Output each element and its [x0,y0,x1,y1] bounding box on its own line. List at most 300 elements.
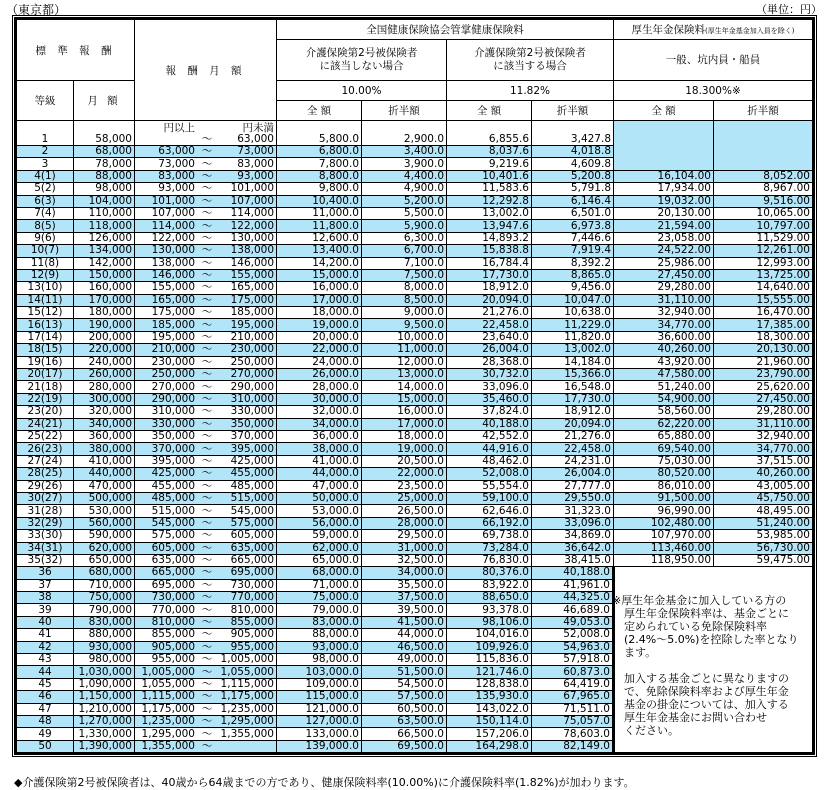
care-half-cell: 78,603.0 [532,728,614,740]
range-from: 107,000 [151,207,195,220]
care-full-cell: 52,008.0 [447,468,532,480]
range-from-label: 円以上 [163,122,195,134]
table-row [16,294,814,306]
range-from: 695,000 [151,579,195,591]
range-cell [135,418,277,430]
range-tilde: ～ [201,281,213,294]
range-cell [135,232,277,244]
pension-half-cell: 51,240.00 [714,517,814,529]
monthly-amount-cell: 500,000 [74,492,135,504]
range-to: 210,000 [230,331,274,344]
health-full-cell: 53,000.0 [277,505,362,517]
health-half-cell: 22,000.0 [362,468,447,480]
range-from: 665,000 [151,566,195,579]
grade-cell: 34(31) [16,542,74,554]
health-half-cell: 5,900.0 [362,220,447,232]
range-cell [135,579,277,591]
pension-full-cell: 96,990.00 [614,505,714,517]
monthly-amount-cell: 530,000 [74,505,135,517]
health-half-cell: 9,500.0 [362,319,447,331]
care-half-cell: 7,446.6 [532,232,614,244]
health-half-cell: 54,500.0 [362,678,447,690]
care-full-cell: 143,022.0 [447,703,532,715]
care-full-cell: 33,096.0 [447,381,532,393]
health-full-cell: 109,000.0 [277,678,362,690]
range-to: 350,000 [230,418,274,430]
health-half-cell: 5,500.0 [362,207,447,219]
health-full-cell: 34,000.0 [277,418,362,430]
range-from: 230,000 [151,356,195,368]
range-to-label: 円未満 [242,122,274,134]
range-cell [135,691,277,703]
range-cell [135,542,277,554]
care-half-cell: 46,689.0 [532,604,614,616]
range-tilde: ～ [201,653,213,666]
pension-full-cell: 34,770.00 [614,319,714,331]
range-from: 575,000 [151,529,195,542]
health-half-cell: 2,900.0 [362,121,447,146]
health-half-cell: 6,700.0 [362,245,447,257]
range-from: 310,000 [151,405,195,418]
care-full-cell: 69,738.0 [447,530,532,542]
range-to: 395,000 [230,442,274,455]
health-full-cell: 127,000.0 [277,715,362,727]
care-insurance-footnote: ◆介護保険第2号被保険者は、40歳から64歳までの方であり、健康保険料率(10.00%)に介護保険料率(1.82%)が加わります。 [14,776,635,789]
care-full-cell: 98,106.0 [447,616,532,628]
care-half-cell: 49,053.0 [532,616,614,628]
grade-cell: 30(27) [16,492,74,504]
range-tilde: ～ [201,318,213,331]
care-full-cell: 20,094.0 [447,294,532,306]
pension-half-cell: 20,130.00 [714,344,814,356]
range-to: 101,000 [230,182,274,195]
range-from: 1,175,000 [141,703,195,715]
pension-half-cell: 18,300.00 [714,331,814,343]
range-from: 1,235,000 [141,715,195,728]
monthly-amount-cell: 750,000 [74,592,135,604]
range-cell [135,629,277,641]
health-not-care-line1: 介護保険第2号被保険者 [305,47,418,59]
health-care-line1: 介護保険第2号被保険者 [474,47,586,59]
range-from: 83,000 [158,170,195,182]
pension-full-cell: 62,220.00 [614,418,714,430]
grade-cell: 38 [16,592,74,604]
health-rate-care: 11.82% [447,81,614,101]
range-tilde: ～ [201,517,213,529]
note-line: 厚生年金保険料率は、基金ごとに [624,607,789,620]
care-half-cell: 8,865.0 [532,269,614,281]
monthly-amount-cell: 1,390,000 [74,740,135,753]
range-from: 270,000 [151,380,195,393]
range-from: 330,000 [151,418,195,430]
health-half-cell: 29,500.0 [362,530,447,542]
range-tilde: ～ [201,504,213,517]
health-full-cell: 103,000.0 [277,666,362,678]
range-cell [135,207,277,219]
range-cell [135,567,277,579]
health-full-cell: 11,000.0 [277,207,362,219]
health-half-cell: 51,500.0 [362,666,447,678]
range-to: 515,000 [230,492,274,505]
range-cell [135,344,277,356]
range-cell [135,654,277,666]
range-to: 855,000 [230,616,274,629]
pension-half-cell: 21,960.00 [714,356,814,368]
range-cell [135,331,277,343]
range-from: 485,000 [151,492,195,505]
grade-cell: 48 [16,715,74,727]
monthly-amount-cell: 790,000 [74,604,135,616]
care-half-cell: 9,456.0 [532,282,614,294]
care-full-cell: 80,376.0 [447,567,532,579]
table-row [16,331,814,343]
care-full-cell: 109,926.0 [447,641,532,653]
range-from: 101,000 [151,195,195,207]
grade-cell: 20(17) [16,369,74,381]
grade-cell: 46 [16,691,74,703]
care-full-cell: 83,922.0 [447,579,532,591]
range-cell [135,554,277,566]
range-tilde: ～ [201,430,213,443]
grade-cell: 12(9) [16,269,74,281]
health-full-cell: 7,800.0 [277,158,362,170]
grade-cell: 50 [16,740,74,753]
range-to: 695,000 [230,566,274,579]
pension-full-cell: 32,940.00 [614,307,714,319]
range-from: 122,000 [151,232,195,244]
care-half-cell: 57,918.0 [532,654,614,666]
health-full-cell: 19,000.0 [277,319,362,331]
range-tilde: ～ [201,603,213,616]
table-row [16,554,814,566]
health-full-cell: 17,000.0 [277,294,362,306]
care-half-cell: 54,963.0 [532,641,614,653]
range-to: 455,000 [230,467,274,480]
care-full-cell: 23,640.0 [447,331,532,343]
range-tilde: ～ [201,219,213,232]
care-half-cell: 4,018.8 [532,146,614,158]
pension-full-cell: 20,130.00 [614,207,714,219]
table-row [16,121,814,146]
care-full-cell: 40,188.0 [447,418,532,430]
note-line: ます。 [624,646,657,659]
care-half-cell: 71,511.0 [532,703,614,715]
range-from: 1,055,000 [141,678,195,690]
range-to: 665,000 [230,554,274,567]
pension-half-cell: 16,470.00 [714,307,814,319]
health-full-cell: 15,000.0 [277,269,362,281]
range-from: 250,000 [151,368,195,381]
care-full-cell: 42,552.0 [447,430,532,442]
care-full-cell: 37,824.0 [447,406,532,418]
table-row [16,505,814,517]
pension-half-cell: 27,450.00 [714,393,814,405]
range-from: 1,115,000 [141,690,195,703]
table-row [16,530,814,542]
health-full-cell: 88,000.0 [277,629,362,641]
care-half-cell: 6,501.0 [532,207,614,219]
range-to: 130,000 [230,232,274,244]
table-row [16,443,814,455]
health-half-cell: 11,000.0 [362,344,447,356]
range-from: 175,000 [151,306,195,319]
health-half-cell: 7,500.0 [362,269,447,281]
health-full-cell: 6,800.0 [277,146,362,158]
range-from: 1,005,000 [141,665,195,678]
care-half-cell: 15,366.0 [532,369,614,381]
grade-cell: 10(7) [16,245,74,257]
health-half-cell: 20,500.0 [362,455,447,467]
range-tilde: ～ [201,207,213,220]
unit-label: （単位：円） [756,3,822,16]
health-half-cell: 12,000.0 [362,356,447,368]
care-half-cell: 13,002.0 [532,344,614,356]
health-half-cell: 5,200.0 [362,195,447,207]
health-half-cell: 39,500.0 [362,604,447,616]
range-tilde: ～ [201,554,213,567]
range-tilde: ～ [201,727,213,740]
pension-fund-note [612,594,827,737]
pension-half-cell: 59,475.00 [714,554,814,566]
health-full-cell: 18,000.0 [277,307,362,319]
range-to: 425,000 [230,455,274,467]
health-full-cell: 24,000.0 [277,356,362,368]
grade-cell: 9(6) [16,232,74,244]
care-half-cell: 40,188.0 [532,567,614,579]
range-cell [135,381,277,393]
range-from: 855,000 [151,628,195,641]
care-full-cell: 11,583.6 [447,183,532,195]
grade-cell: 35(32) [16,554,74,566]
grade-cell: 14(11) [16,294,74,306]
table-row [16,381,814,393]
range-cell [135,220,277,232]
range-to: 290,000 [230,380,274,393]
pension-full-cell: 43,920.00 [614,356,714,368]
range-cell [135,430,277,442]
care-full-cell: 9,219.6 [447,158,532,170]
range-cell [135,728,277,740]
note-line: (2.4%～5.0%)を控除した率となり [624,633,799,646]
range-tilde: ～ [201,542,213,554]
grade-cell: 23(20) [16,406,74,418]
range-to: 270,000 [230,368,274,381]
monthly-amount-cell: 118,000 [74,220,135,232]
grade-cell: 16(13) [16,319,74,331]
monthly-amount-cell: 360,000 [74,430,135,442]
health-half-cell: 14,000.0 [362,381,447,393]
health-half-cell: 6,300.0 [362,232,447,244]
care-half-cell: 29,550.0 [532,492,614,504]
monthly-amount-cell: 830,000 [74,616,135,628]
range-cell [135,183,277,195]
range-cell [135,641,277,653]
range-cell [135,170,277,182]
range-to: 370,000 [230,430,274,443]
range-from: 605,000 [151,542,195,554]
table-row [16,517,814,529]
care-full-cell: 8,037.6 [447,146,532,158]
monthly-amount-cell: 440,000 [74,468,135,480]
health-care-header [447,40,614,81]
health-half-cell: 18,000.0 [362,430,447,442]
pension-full-cell: 113,460.00 [614,542,714,554]
care-full-cell: 48,462.0 [447,455,532,467]
range-cell [135,740,277,753]
range-to: 175,000 [230,294,274,306]
health-half-cell: 26,500.0 [362,505,447,517]
range-cell [135,678,277,690]
monthly-amount-cell: 680,000 [74,567,135,579]
range-to: 185,000 [230,306,274,319]
monthly-amount-cell: 980,000 [74,654,135,666]
monthly-amount-cell: 590,000 [74,530,135,542]
range-to: 485,000 [230,480,274,492]
care-full-cell: 10,401.6 [447,170,532,182]
care-full-header: 全 額 [447,101,532,121]
range-from: 395,000 [151,455,195,467]
pension-title: 厚生年金保険料 [631,24,706,36]
pension-half-header: 折半額 [714,101,814,121]
health-half-cell: 31,000.0 [362,542,447,554]
range-cell [135,121,277,146]
pension-sub-header: 一般、坑内員・船員 [614,40,814,81]
range-cell [135,406,277,418]
range-cell [135,592,277,604]
range-tilde: ～ [201,244,213,257]
range-tilde: ～ [201,195,213,207]
health-full-cell: 71,000.0 [277,579,362,591]
range-cell [135,443,277,455]
pension-full-cell: 107,970.00 [614,530,714,542]
range-from: 210,000 [151,343,195,356]
table-row [16,406,814,418]
range-cell [135,517,277,529]
range-cell [135,245,277,257]
health-full-cell: 12,600.0 [277,232,362,244]
health-rate-not-care: 10.00% [277,81,447,101]
monthly-amount-cell: 410,000 [74,455,135,467]
note-line: 厚生年金基金にお問い合わせ [624,711,767,724]
range-tilde: ～ [201,418,213,430]
monthly-amount-cell: 126,000 [74,232,135,244]
pension-half-cell: 31,110.00 [714,418,814,430]
table-row [16,220,814,232]
range-from: 146,000 [151,269,195,282]
monthly-amount-cell: 58,000 [74,121,135,146]
health-full-cell: 98,000.0 [277,654,362,666]
care-half-cell: 11,229.0 [532,319,614,331]
care-full-cell: 59,100.0 [447,492,532,504]
health-full-cell: 65,000.0 [277,554,362,566]
health-full-cell: 44,000.0 [277,468,362,480]
table-row [16,195,814,207]
care-full-cell: 135,930.0 [447,691,532,703]
monthly-amount-cell: 68,000 [74,146,135,158]
care-half-cell: 34,869.0 [532,530,614,542]
pension-full-cell: 29,280.00 [614,282,714,294]
care-full-cell: 17,730.0 [447,269,532,281]
health-full-cell: 36,000.0 [277,430,362,442]
grade-header: 等級 [16,81,74,121]
grade-cell: 5(2) [16,183,74,195]
monthly-amount-cell: 1,090,000 [74,678,135,690]
pension-half-cell: 34,770.00 [714,443,814,455]
care-full-cell: 28,368.0 [447,356,532,368]
range-cell [135,369,277,381]
health-not-care-header [277,40,447,81]
care-full-cell: 115,836.0 [447,654,532,666]
grade-cell: 24(21) [16,418,74,430]
range-from: 515,000 [151,504,195,517]
health-full-cell: 41,000.0 [277,455,362,467]
pension-half-cell: 37,515.00 [714,455,814,467]
care-full-cell: 12,292.8 [447,195,532,207]
care-full-cell: 150,114.0 [447,715,532,727]
health-full-cell: 20,000.0 [277,331,362,343]
care-full-cell: 157,206.0 [447,728,532,740]
pension-half-cell: 48,495.00 [714,505,814,517]
range-from: 63,000 [158,145,195,158]
range-from: 165,000 [151,294,195,306]
health-full-cell: 8,800.0 [277,170,362,182]
care-half-cell: 14,184.0 [532,356,614,368]
care-half-cell: 11,820.0 [532,331,614,343]
pension-full-cell: 69,540.00 [614,443,714,455]
care-half-cell: 3,427.8 [532,121,614,146]
care-full-cell: 16,784.4 [447,257,532,269]
grade-cell: 2 [16,146,74,158]
care-full-cell: 30,732.0 [447,369,532,381]
range-to: 146,000 [230,257,274,269]
monthly-amount-cell: 260,000 [74,369,135,381]
range-to: 905,000 [230,628,274,641]
pension-full-cell: 54,900.00 [614,393,714,405]
monthly-amount-cell: 470,000 [74,480,135,492]
monthly-amount-cell: 110,000 [74,207,135,219]
monthly-amount-cell: 190,000 [74,319,135,331]
range-tilde: ～ [201,442,213,455]
range-cell [135,703,277,715]
range-tilde: ～ [201,579,213,591]
monthly-amount-cell: 560,000 [74,517,135,529]
monthly-amount-cell: 280,000 [74,381,135,393]
pension-full-cell: 31,110.00 [614,294,714,306]
health-full-cell: 79,000.0 [277,604,362,616]
pension-half-blank [714,121,814,171]
grade-cell: 41 [16,629,74,641]
pension-half-cell: 56,730.00 [714,542,814,554]
care-full-cell: 21,276.0 [447,307,532,319]
table-row [16,369,814,381]
grade-cell: 13(10) [16,282,74,294]
pension-half-cell: 25,620.00 [714,381,814,393]
range-tilde: ～ [201,616,213,629]
monthly-amount-cell: 300,000 [74,393,135,405]
range-tilde: ～ [201,641,213,653]
care-half-cell: 7,919.4 [532,245,614,257]
range-from: 730,000 [151,591,195,604]
care-half-cell: 5,200.8 [532,170,614,182]
range-to: 770,000 [230,591,274,604]
health-full-header: 全 額 [277,101,362,121]
care-half-cell: 38,415.0 [532,554,614,566]
care-half-cell: 4,609.8 [532,158,614,170]
pension-half-cell: 23,790.00 [714,369,814,381]
monthly-amount-cell: 142,000 [74,257,135,269]
care-full-cell: 18,912.0 [447,282,532,294]
grade-cell: 39 [16,604,74,616]
